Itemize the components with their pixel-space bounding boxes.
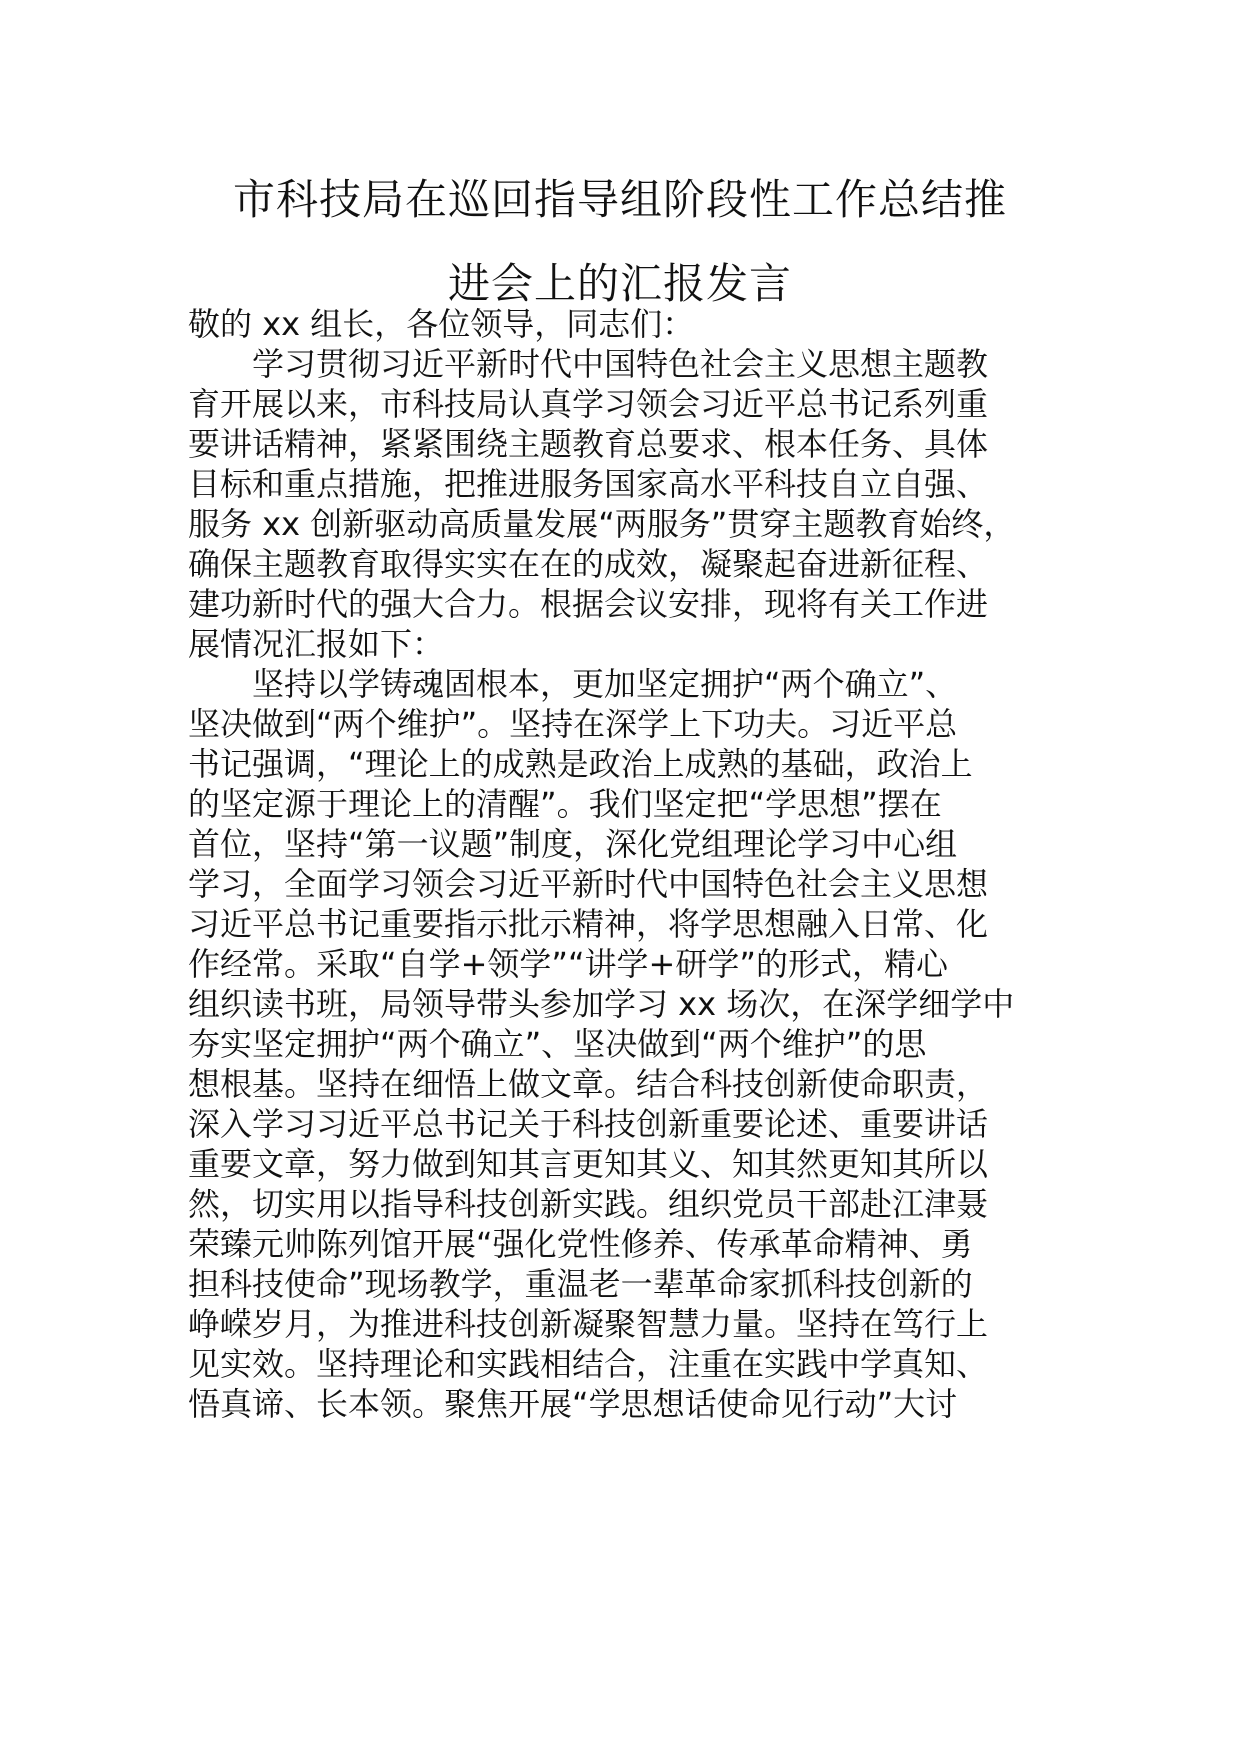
body-line-1: 敬的 xx 组长，各位领导，同志们：: [188, 305, 695, 343]
body-line-19: 夯实坚定拥护“两个确立”、坚决做到“两个维护”的思: [188, 1025, 927, 1063]
body-line-24: 荣臻元帅陈列馆开展“强化党性修养、传承革命精神、勇: [188, 1225, 973, 1263]
body-line-4: 要讲话精神，紧紧围绕主题教育总要求、根本任务、具体: [188, 425, 989, 463]
body-line-26: 峥嵘岁月，为推进科技创新凝聚智慧力量。坚持在笃行上: [188, 1305, 989, 1343]
document-title-line-2: 进会上的汇报发言: [447, 259, 792, 308]
body-line-17: 作经常。采取“自学+领学”“讲学+研学”的形式，精心: [188, 945, 948, 983]
body-line-27: 见实效。坚持理论和实践相结合，注重在实践中学真知、: [188, 1345, 989, 1383]
body-line-15: 学习，全面学习领会习近平新时代中国特色社会主义思想: [188, 865, 989, 903]
body-line-8: 建功新时代的强大合力。根据会议安排，现将有关工作进: [188, 585, 989, 623]
body-line-7: 确保主题教育取得实实在在的成效，凝聚起奋进新征程、: [188, 545, 989, 583]
body-line-13: 的坚定源于理论上的清醒”。我们坚定把“学思想”摆在: [188, 785, 942, 823]
body-line-9: 展情况汇报如下：: [188, 625, 445, 663]
body-line-6: 服务 xx 创新驱动高质量发展“两服务”贯穿主题教育始终，: [188, 505, 1016, 543]
body-line-23: 然，切实用以指导科技创新实践。组织党员干部赴江津聂: [188, 1185, 989, 1223]
body-line-14: 首位，坚持“第一议题”制度，深化党组理论学习中心组: [188, 825, 958, 863]
body-line-20: 想根基。坚持在细悟上做文章。结合科技创新使命职责，: [188, 1065, 989, 1103]
body-line-25: 担科技使命”现场教学，重温老一辈革命家抓科技创新的: [188, 1265, 973, 1303]
document-title-line-1: 市科技局在巡回指导组阶段性工作总结推: [232, 175, 1007, 224]
body-line-5: 目标和重点措施，把推进服务国家高水平科技自立自强、: [188, 465, 989, 503]
body-line-12: 书记强调，“理论上的成熟是政治上成熟的基础，政治上: [188, 745, 973, 783]
body-line-2: 学习贯彻习近平新时代中国特色社会主义思想主题教: [188, 345, 989, 383]
body-line-21: 深入学习习近平总书记关于科技创新重要论述、重要讲话: [188, 1105, 989, 1143]
body-line-11: 坚决做到“两个维护”。坚持在深学上下功夫。习近平总: [188, 705, 958, 743]
body-line-10: 坚持以学铸魂固根本，更加坚定拥护“两个确立”、: [188, 665, 958, 703]
body-line-3: 育开展以来，市科技局认真学习领会习近平总书记系列重: [188, 385, 989, 423]
body-line-18: 组织读书班，局领导带头参加学习 xx 场次，在深学细学中: [188, 985, 1015, 1023]
body-line-22: 重要文章，努力做到知其言更知其义、知其然更知其所以: [188, 1145, 989, 1183]
body-line-28: 悟真谛、长本领。聚焦开展“学思想话使命见行动”大讨: [188, 1385, 958, 1423]
body-line-16: 习近平总书记重要指示批示精神，将学思想融入日常、化: [188, 905, 989, 943]
